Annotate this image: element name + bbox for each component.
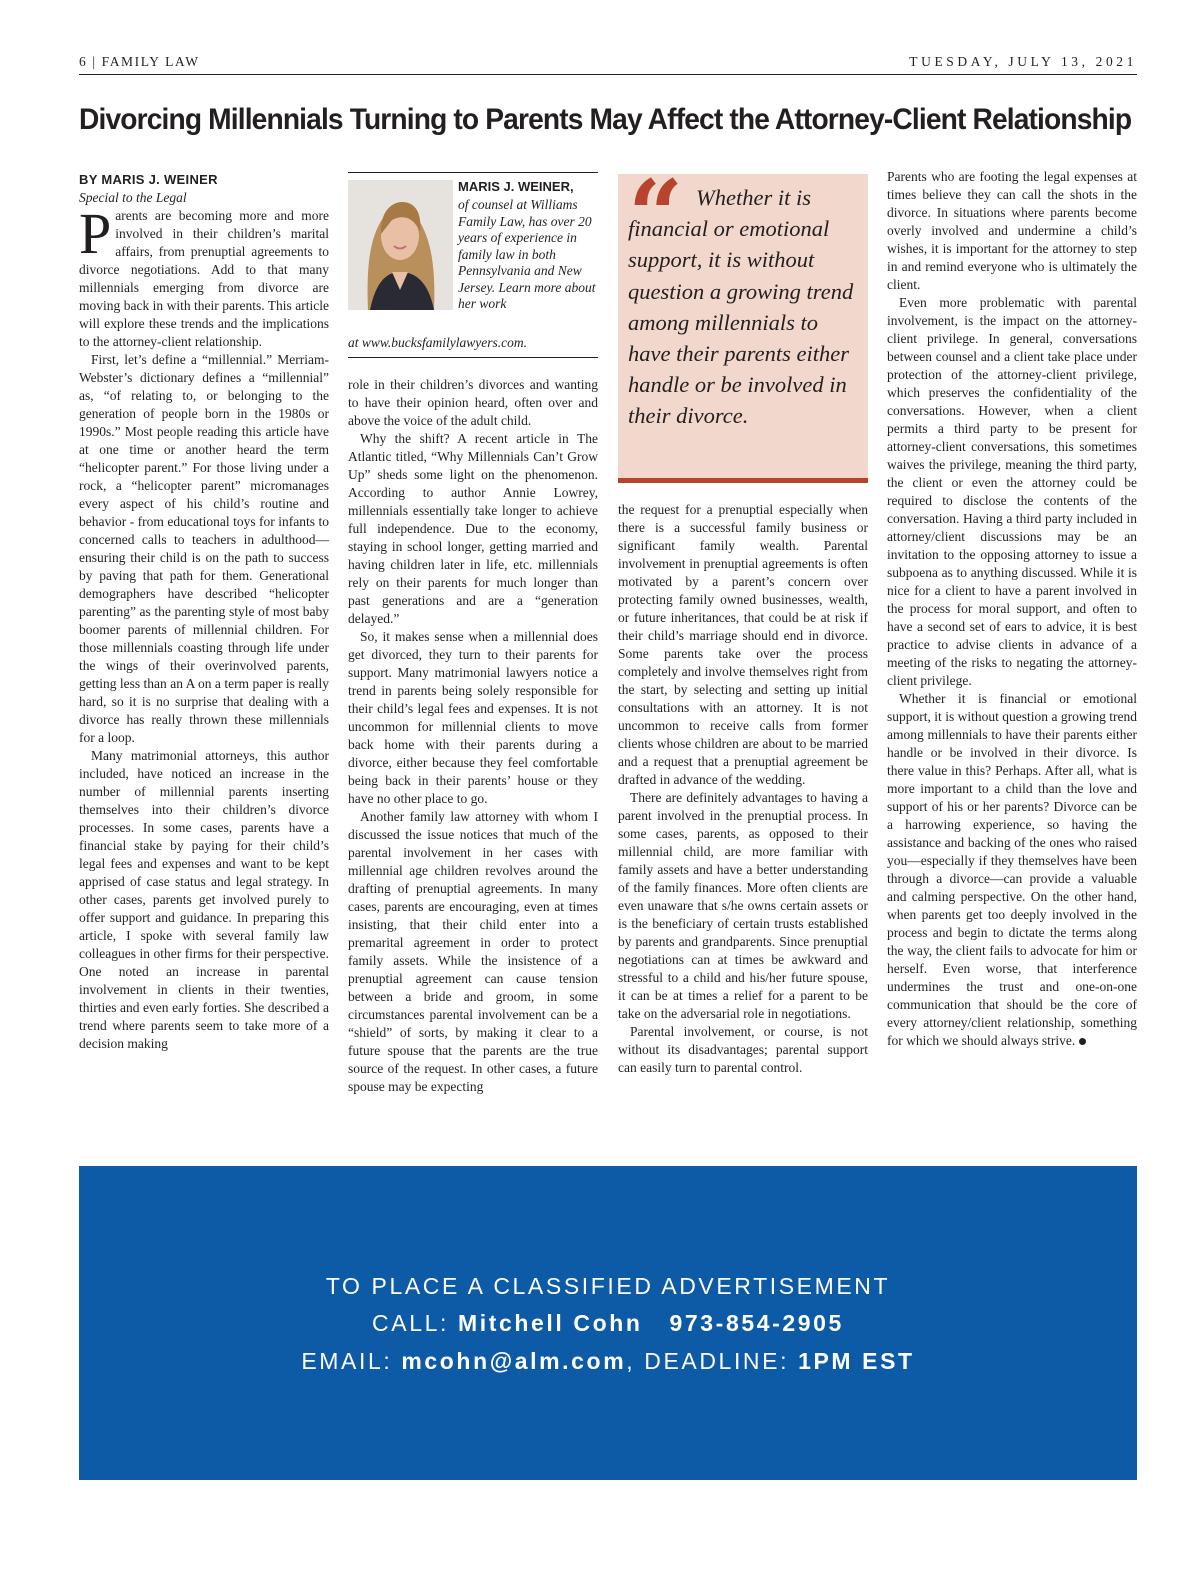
article-column-1 <box>79 171 329 1053</box>
article-column-2 <box>348 376 598 1096</box>
page-header <box>79 52 1137 75</box>
bio-url: at www.bucksfamilylawyers.com. <box>348 335 527 350</box>
article-headline: Divorcing Millennials Turning to Parents May Affect the Attorney-Client Relationship <box>79 103 1132 136</box>
article-paragraph: role in their children’s divorces and wanting to have their opinion heard, often over and above the voice of the adult child. <box>348 377 598 428</box>
issue-date: TUESDAY, JULY 13, 2021 <box>909 54 1137 69</box>
end-mark-icon <box>1079 1038 1086 1045</box>
drop-cap: P <box>79 201 112 266</box>
article-paragraph: Why the shift? A recent article in The Atlantic titled, “Why Millennials Can’t Grow Up” sheds some light on the phenomenon. According to author Annie Lowrey, millennials essentially take longer to achieve full independence. Due to the economy, staying in school longer, getting married and having children later in life, etc. millennials rely on their parents for much longer than past generations and are a “generation delayed.” <box>348 431 598 626</box>
article-paragraph: Parents are becoming more and more involved in their children’s marital affairs, from prenuptial agreements to divorce negotiations. Add to that many millennials emerging from divorce are moving back in with their parents. This article will explore these trends and the implications to the attorney-client relationship. <box>79 201 329 349</box>
ad-title: TO PLACE A CLASSIFIED ADVERTISEMENT <box>325 1273 891 1299</box>
author-bio-box <box>348 172 598 358</box>
article-paragraph: So, it makes sense when a millennial does get divorced, they turn to their parents for support. Many matrimonial lawyers notice a trend in parents being solely responsible for their child’s legal fees and expenses. It is not uncommon for millennial clients to move back home with their parents during a divorce, either because they feel comfortable being back in their parents’ house or they have no other place to go. <box>348 629 598 806</box>
page-section-label: 6 | FAMILY LAW <box>79 54 200 69</box>
article-paragraph: the request for a prenuptial especially when there is a successful family business or significant family wealth. Parental involvement in prenuptial agreements is often motivated by a parent’s concern over protecting family owned businesses, wealth, or future inheritances, that could be at risk if their child’s marriage should end in divorce. Some parents take over the process completely and involve themselves right from the start, by selecting and setting up initial consultations with an attorney. It is not uncommon to receive calls from former clients whose children are about to be married and a request that a prenuptial agreement be drafted in advance of the wedding. <box>618 502 868 787</box>
pull-quote-box <box>618 159 868 483</box>
byline-author: BY MARIS J. WEINER <box>79 172 218 187</box>
article-paragraph: Another family law attorney with whom I discussed the issue notices that much of the parental involvement in her cases with millennial age children revolves around the drafting of prenuptial agreements. In many cases, parents are encouraging, even at times insisting, that their child enter into a premarital agreement in order to protect family assets. While the insistence of a prenuptial agreement can cause tension between a bride and groom, in some circumstances parental involvement can be a “shield” of sorts, by making it clear to a future spouse that the parents are the true source of the request. In other cases, a future spouse may be expecting <box>348 809 598 1094</box>
article-paragraph: Whether it is financial or emotional support, it is without question a growing trend among millennials to have their parents either handle or be involved in their divorce. Is there value in this? Perhaps. After all, what is more important to a child than the love and support of his or her parents? Divorce can be a harrowing experience, so having the assistance and backing of the ones who raised you—especially if they themselves have been through a divorce—can provide a valuable and calming perspective. On the other hand, when parents get too deeply involved in the process and begin to dictate the terms along the way, the client fails to advocate for him or herself. Even worse, that interference undermines the trust and one-on-one communication that should be the core of every attorney/client relationship, something for which we should always strive. <box>887 691 1137 1048</box>
article-column-3 <box>618 501 868 1077</box>
bio-name: MARIS J. WEINER, <box>458 179 574 194</box>
article-paragraph: Even more problematic with parental involvement, is the impact on the attorney-client privilege. In general, conversations between counsel and a client take place under protection of the attorney-client privilege, which preserves the confidentiality of the conversations. However, when a client permits a third party to be present for attorney-client conversations, this sometimes waives the privilege, meaning the third party, the client or even the attorney could be required to disclose the contents of the conversation. Having a third party included in attorney/client discussions may be an invitation to the opposing attorney to issue a subpoena as to anything discussed. While it is nice for a client to have a parent involved in the process for moral support, and often to have a second set of ears to advice, it is best practice to advise clients in advance of a meeting of the risks to negating the attorney-client privilege. <box>887 295 1137 688</box>
article-paragraph: Parental involvement, or course, is not without its disadvantages; parental support can easily turn to parental control. <box>618 1024 868 1075</box>
article-column-4 <box>887 168 1137 1050</box>
article-paragraph: There are definitely advantages to having a parent involved in the prenuptial process. In some cases, parents, as opposed to their millennial child, are more familiar with family assets and have a better understanding of the family finances. More often clients are even unaware that s/he owns certain assets or is the beneficiary of certain trusts established by parents and grandparents. Since prenuptial negotiations can at times be awkward and stressful to a child and his/her future spouse, it can be at times a relief for a parent to be take on the adversarial role in negotiations. <box>618 790 868 1021</box>
article-paragraph: First, let’s define a “millennial.” Merriam-Webster’s dictionary defines a “millennial” as, “of relating to, or belonging to the generation of people born in the 1980s or 1990s.” Most people reading this article have at one time or another heard the term “helicopter parent.” For those living under a rock, a “helicopter parent” micromanages every aspect of his child’s routine and behavior - from educational toys for infants to concerned calls to teachers in adulthood—ensuring their child is on the path to success by paving that path for them. Generational demographers have described “helicopter parenting” as the parenting style of most baby boomer parents of millennial children. For those millennials coasting through life under the wings of their overinvolved parents, getting less than an A on a term paper is really hard, so it is no surprise that dealing with a divorce has really thrown these millennials for a loop. <box>79 352 329 745</box>
quote-mark-icon: “ <box>628 159 684 272</box>
ad-email-value: mcohn@alm.com <box>401 1348 627 1374</box>
ad-deadline-value: 1PM EST <box>798 1348 915 1374</box>
article-paragraph: Parents who are footing the legal expenses at times believe they can call the shots in the divorce. In situations where parents become overly involved and undermine a child’s wishes, it is important for the attorney to step in and remind everyone who is ultimately the client. <box>887 169 1137 292</box>
bio-text: of counsel at Williams Family Law, has over 20 years of experience in family law in both Pennsylvania and New Jersey. Learn more about her work <box>458 197 596 311</box>
author-photo <box>348 180 453 310</box>
ad-call-value: Mitchell Cohn 973-854-2905 <box>457 1310 844 1336</box>
ad-call-line: CALL: Mitchell Cohn 973-854-2905 <box>372 1310 844 1336</box>
byline-special: Special to the Legal <box>79 190 187 205</box>
article-paragraph: Many matrimonial attorneys, this author included, have noticed an increase in the number of millennial parents inserting themselves into their children’s divorce processes. In some cases, parents have a financial stake by paying for their child’s legal fees and expenses and want to be kept apprised of case status and legal strategy. In other cases, parents get involved purely to offer support and guidance. In preparing this article, I spoke with several family law colleagues in other firms for their perspective. One noted an increase in parental involvement in clients in their twenties, thirties and even early forties. She described a trend where parents seem to take more of a decision making <box>79 748 329 1051</box>
ad-email-line: EMAIL: mcohn@alm.com, DEADLINE: 1PM EST <box>301 1348 915 1374</box>
pull-quote-text: Whether it is financial or emotional support, it is without question a growing trend among millennials to have their parents either handle or be involved in their divorce. <box>628 185 854 429</box>
classified-ad-box <box>79 1166 1137 1480</box>
